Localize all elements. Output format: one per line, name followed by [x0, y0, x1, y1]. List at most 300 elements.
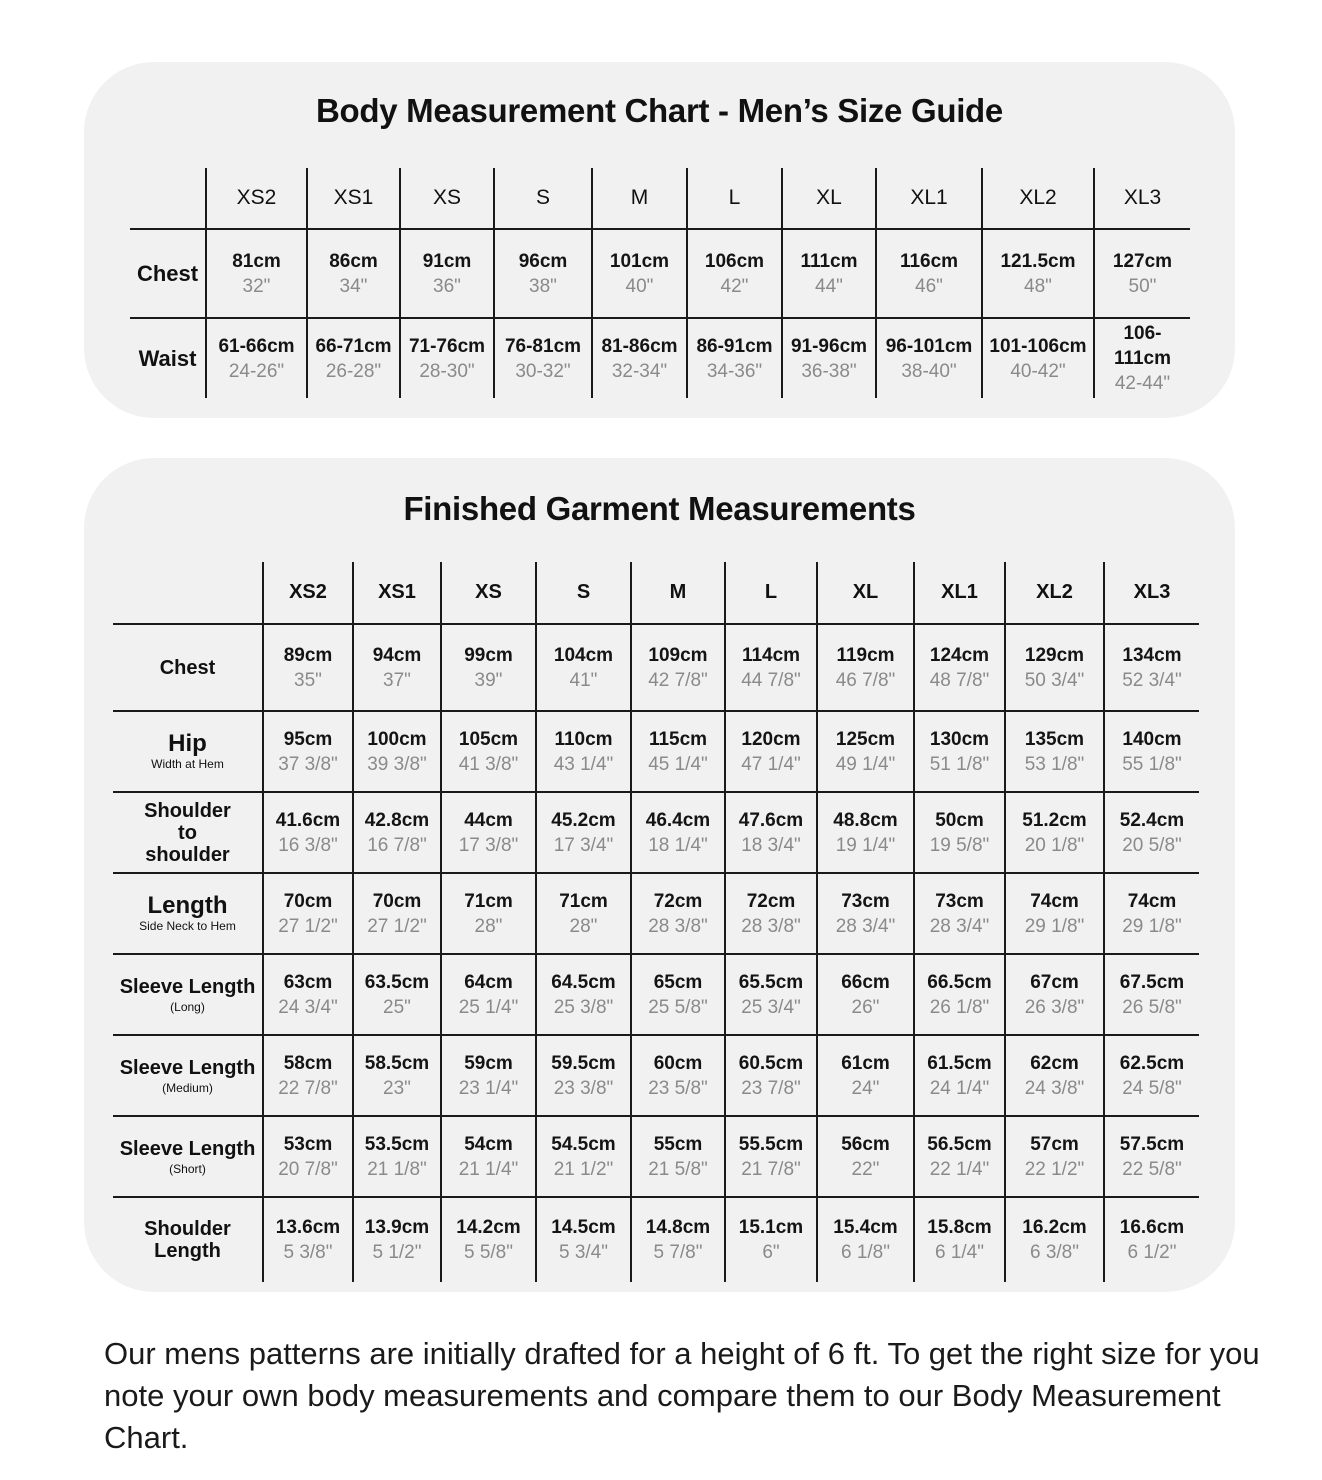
cm-value: 42.8cm — [364, 809, 430, 831]
size-header-row — [113, 562, 1199, 624]
inch-value: 25 1/4" — [458, 996, 519, 1018]
inch-value: 40-42" — [1010, 360, 1066, 382]
cm-value: 125cm — [835, 728, 896, 750]
inch-value: 22 5/8" — [1122, 1158, 1182, 1180]
measurement-row — [113, 954, 1199, 1035]
measurement-cell — [914, 624, 1005, 711]
cm-value: 63cm — [283, 971, 333, 993]
measurement-cell — [817, 711, 914, 792]
cm-value: 53cm — [283, 1133, 333, 1155]
measurement-cell — [353, 792, 441, 873]
inch-value: 49 1/4" — [835, 753, 896, 775]
cm-value: 71cm — [559, 890, 608, 912]
row-label-text: Shoulder to shoulder — [144, 799, 231, 866]
inch-value: 28 3/8" — [648, 915, 708, 937]
measurement-cell — [1005, 711, 1104, 792]
inch-value: 16 7/8" — [367, 834, 427, 856]
inch-value: 25" — [383, 996, 411, 1018]
measurement-cell — [687, 318, 782, 398]
cm-value: 67.5cm — [1119, 971, 1185, 993]
cm-value: 57.5cm — [1119, 1133, 1185, 1155]
cm-value: 99cm — [464, 644, 513, 666]
inch-value: 34-36" — [706, 360, 763, 382]
size-header-xs2: XS2 — [206, 168, 307, 229]
cm-value: 100cm — [367, 728, 427, 750]
inch-value: 5 1/2" — [372, 1242, 422, 1263]
cm-value: 66.5cm — [927, 971, 992, 993]
cm-value: 53.5cm — [364, 1133, 430, 1155]
cm-value: 54cm — [464, 1133, 513, 1155]
cm-value: 15.1cm — [738, 1217, 804, 1238]
cm-value: 94cm — [372, 644, 422, 666]
inch-value: 44" — [815, 275, 843, 297]
inch-value: 25 3/8" — [553, 996, 614, 1018]
measurement-cell — [631, 1116, 725, 1197]
inch-value: 5 7/8" — [653, 1242, 703, 1263]
measurement-cell — [353, 624, 441, 711]
inch-value: 36-38" — [801, 360, 857, 382]
measurement-cell — [441, 1035, 536, 1116]
cm-value: 55cm — [653, 1133, 703, 1155]
inch-value: 28" — [474, 915, 503, 937]
measurement-row — [113, 624, 1199, 711]
measurement-cell — [536, 1197, 631, 1282]
inch-value: 5 5/8" — [463, 1242, 513, 1263]
measurement-row — [113, 1035, 1199, 1116]
cm-value: 62cm — [1030, 1052, 1079, 1074]
garment-measurement-table — [113, 562, 1199, 1282]
cm-value: 73cm — [841, 890, 890, 912]
measurement-cell — [914, 1035, 1005, 1116]
measurement-cell — [1104, 1116, 1199, 1197]
cm-value: 81cm — [232, 250, 281, 272]
cm-value: 91-96cm — [790, 335, 868, 357]
inch-value: 23" — [383, 1077, 411, 1099]
cm-value: 71cm — [464, 890, 513, 912]
row-sublabel-text: (Medium) — [162, 1080, 213, 1095]
cm-value: 74cm — [1127, 890, 1177, 912]
measurement-row — [113, 1197, 1199, 1282]
garment-chart-title: Finished Garment Measurements — [403, 490, 916, 527]
cm-value: 104cm — [553, 644, 614, 666]
row-label — [113, 624, 263, 711]
inch-value: 52 3/4" — [1122, 669, 1182, 691]
measurement-cell — [441, 954, 536, 1035]
measurement-cell — [263, 954, 353, 1035]
inch-value: 21 5/8" — [648, 1158, 708, 1180]
cm-value: 16.6cm — [1119, 1217, 1185, 1238]
cm-value: 57cm — [1030, 1133, 1079, 1155]
inch-value: 30-32" — [515, 360, 571, 382]
measurement-cell — [263, 1035, 353, 1116]
inch-value: 36" — [433, 275, 461, 297]
sizing-note: Our mens patterns are initially drafted for a height of 6 ft. To get the right size for you note your own body measurements and compare them to our Body Measurement Chart. — [104, 1336, 1260, 1455]
measurement-cell — [1104, 711, 1199, 792]
size-header-xl1: XL1 — [914, 562, 1005, 624]
measurement-cell — [353, 1035, 441, 1116]
cm-value: 110cm — [554, 728, 613, 750]
inch-value: 28 3/4" — [929, 915, 990, 937]
row-label-text: Chest — [159, 656, 216, 679]
measurement-cell — [536, 624, 631, 711]
cm-value: 52.4cm — [1119, 809, 1185, 831]
cm-value: 50cm — [935, 809, 984, 831]
cm-value: 59.5cm — [551, 1052, 616, 1074]
measurement-cell — [914, 1116, 1005, 1197]
cm-value: 121.5cm — [1000, 250, 1076, 272]
measurement-cell — [817, 624, 914, 711]
measurement-cell — [400, 318, 494, 398]
inch-value: 35" — [294, 669, 322, 691]
cm-value: 91cm — [422, 250, 472, 272]
inch-value: 5 3/4" — [558, 1242, 608, 1263]
measurement-row — [113, 711, 1199, 792]
inch-value: 24 3/4" — [278, 996, 338, 1018]
inch-value: 19 5/8" — [929, 834, 990, 856]
row-sublabel-text: Width at Hem — [151, 756, 224, 771]
cm-value: 119cm — [836, 644, 895, 666]
cm-value: 74cm — [1030, 890, 1079, 912]
measurement-cell — [263, 873, 353, 954]
inch-value: 41 3/8" — [458, 753, 519, 775]
inch-value: 38" — [529, 275, 557, 297]
row-label-text: Sleeve Length — [119, 975, 256, 998]
cm-value: 134cm — [1122, 644, 1182, 666]
measurement-cell — [353, 711, 441, 792]
cm-value: 59cm — [464, 1052, 513, 1074]
cm-value: 66-71cm — [315, 335, 392, 357]
cm-value: 67cm — [1030, 971, 1079, 993]
cm-value: 56cm — [841, 1133, 890, 1155]
measurement-cell — [631, 624, 725, 711]
cm-value: 76-81cm — [504, 335, 582, 357]
cm-value: 70cm — [372, 890, 422, 912]
size-header-xl2: XL2 — [982, 168, 1094, 229]
cm-value: 73cm — [935, 890, 984, 912]
measurement-cell — [307, 229, 400, 318]
cm-value: 64.5cm — [551, 971, 616, 993]
measurement-row — [130, 229, 1190, 318]
measurement-cell — [1094, 318, 1190, 398]
inch-value: 43 1/4" — [553, 753, 614, 775]
row-label-text: Length — [147, 891, 228, 919]
measurement-cell — [725, 711, 817, 792]
inch-value: 26" — [851, 996, 880, 1018]
size-header-xs2: XS2 — [263, 562, 353, 624]
size-header-xs1: XS1 — [307, 168, 400, 229]
body-measurement-table — [130, 168, 1190, 398]
measurement-cell — [782, 318, 876, 398]
measurement-cell — [536, 954, 631, 1035]
corner-cell — [130, 168, 206, 229]
measurement-cell — [817, 1197, 914, 1282]
cm-value: 124cm — [929, 644, 990, 666]
body-chart-title: Body Measurement Chart - Men’s Size Guide — [316, 92, 1003, 129]
garment-measurement-card — [84, 458, 1235, 1292]
measurement-cell — [1005, 1197, 1104, 1282]
cm-value: 86-91cm — [696, 335, 773, 357]
size-header-row — [130, 168, 1190, 229]
inch-value: 22" — [851, 1158, 880, 1180]
inch-value: 18 1/4" — [648, 834, 708, 856]
cm-value: 58.5cm — [364, 1052, 430, 1074]
cm-value: 116cm — [899, 250, 959, 272]
measurement-cell — [914, 711, 1005, 792]
measurement-cell — [1104, 624, 1199, 711]
measurement-cell — [1094, 229, 1190, 318]
inch-value: 17 3/4" — [553, 834, 614, 856]
inch-value: 37" — [383, 669, 411, 691]
measurement-cell — [725, 624, 817, 711]
inch-value: 21 7/8" — [741, 1158, 801, 1180]
measurement-cell — [982, 229, 1094, 318]
measurement-cell — [441, 792, 536, 873]
inch-value: 6 1/2" — [1127, 1242, 1177, 1263]
cm-value: 60cm — [653, 1052, 703, 1074]
inch-value: 46 7/8" — [835, 669, 896, 691]
cm-value: 114cm — [741, 644, 801, 666]
cm-value: 81-86cm — [601, 335, 678, 357]
cm-value: 115cm — [648, 728, 708, 750]
cm-value: 72cm — [653, 890, 703, 912]
inch-value: 48 7/8" — [929, 669, 990, 691]
cm-value: 48.8cm — [833, 809, 898, 831]
inch-value: 26-28" — [325, 360, 382, 382]
cm-value: 60.5cm — [738, 1052, 804, 1074]
cm-value: 54.5cm — [551, 1133, 616, 1155]
inch-value: 21 1/4" — [458, 1158, 519, 1180]
measurement-cell — [1104, 1035, 1199, 1116]
measurement-cell — [536, 1116, 631, 1197]
measurement-cell — [592, 318, 687, 398]
measurement-cell — [1005, 792, 1104, 873]
cm-value: 55.5cm — [738, 1133, 804, 1155]
measurement-cell — [1005, 1116, 1104, 1197]
measurement-cell — [206, 229, 307, 318]
measurement-cell — [494, 229, 592, 318]
inch-value: 19 1/4" — [835, 834, 896, 856]
measurement-cell — [441, 1116, 536, 1197]
cm-value: 47.6cm — [738, 809, 804, 831]
row-sublabel-text: (Long) — [170, 999, 205, 1014]
row-label — [130, 229, 206, 318]
inch-value: 39" — [474, 669, 503, 691]
row-label-text: Hip — [168, 729, 207, 757]
inch-value: 20 7/8" — [278, 1158, 338, 1180]
measurement-cell — [982, 318, 1094, 398]
inch-value: 37 3/8" — [278, 753, 338, 775]
inch-value: 28-30" — [419, 360, 475, 382]
measurement-cell — [263, 1197, 353, 1282]
cm-value: 13.6cm — [275, 1217, 341, 1238]
measurement-cell — [631, 1197, 725, 1282]
inch-value: 26 5/8" — [1122, 996, 1182, 1018]
inch-value: 16 3/8" — [278, 834, 338, 856]
measurement-cell — [782, 229, 876, 318]
size-header-m: M — [631, 562, 725, 624]
cm-value: 72cm — [746, 890, 796, 912]
size-header-m: M — [592, 168, 687, 229]
cm-value: 58cm — [283, 1052, 333, 1074]
cm-value: 56.5cm — [927, 1133, 992, 1155]
inch-value: 44 7/8" — [741, 669, 801, 691]
inch-value: 21 1/2" — [553, 1158, 614, 1180]
cm-value: 101-106cm — [989, 335, 1087, 357]
size-header-xl: XL — [817, 562, 914, 624]
row-label-text: Chest — [136, 260, 199, 286]
inch-value: 32" — [242, 275, 271, 297]
row-label — [113, 1197, 263, 1282]
inch-value: 29 1/8" — [1122, 915, 1182, 937]
measurement-cell — [263, 624, 353, 711]
cm-value: 109cm — [648, 644, 708, 666]
measurement-cell — [263, 1116, 353, 1197]
measurement-cell — [353, 1116, 441, 1197]
measurement-cell — [725, 954, 817, 1035]
row-sublabel-text: Side Neck to Hem — [139, 918, 236, 933]
cm-value: 96cm — [518, 250, 568, 272]
cm-value: 120cm — [741, 728, 801, 750]
measurement-cell — [631, 792, 725, 873]
measurement-cell — [914, 1197, 1005, 1282]
inch-value: 6 1/8" — [840, 1242, 890, 1263]
inch-value: 23 7/8" — [741, 1077, 801, 1099]
measurement-cell — [353, 873, 441, 954]
row-label-text: Sleeve Length — [119, 1056, 256, 1079]
inch-value: 46" — [915, 275, 943, 297]
cm-value: 41.6cm — [275, 809, 341, 831]
measurement-cell — [817, 1116, 914, 1197]
inch-value: 50" — [1128, 275, 1157, 297]
measurement-cell — [206, 318, 307, 398]
cm-value: 95cm — [283, 728, 333, 750]
measurement-cell — [536, 711, 631, 792]
inch-value: 25 3/4" — [741, 996, 801, 1018]
cm-value: 61cm — [841, 1052, 890, 1074]
measurement-cell — [1104, 873, 1199, 954]
inch-value: 6 1/4" — [934, 1242, 984, 1263]
size-header-xl2: XL2 — [1005, 562, 1104, 624]
row-label-text: Shoulder Length — [144, 1218, 231, 1262]
inch-value: 29 1/8" — [1024, 915, 1085, 937]
row-label — [113, 711, 263, 792]
cm-value: 61-66cm — [218, 335, 295, 357]
cm-value: 51.2cm — [1022, 809, 1087, 831]
inch-value: 53 1/8" — [1024, 753, 1085, 775]
cm-value: 140cm — [1122, 728, 1182, 750]
cm-value: 86cm — [329, 250, 378, 272]
inch-value: 34" — [339, 275, 368, 297]
measurement-cell — [725, 1116, 817, 1197]
cm-value: 106cm — [704, 250, 765, 272]
measurement-cell — [1005, 954, 1104, 1035]
inch-value: 55 1/8" — [1122, 753, 1182, 775]
cm-value: 16.2cm — [1022, 1217, 1087, 1238]
row-label — [113, 792, 263, 873]
cm-value: 96-101cm — [885, 335, 973, 357]
measurement-cell — [353, 1197, 441, 1282]
measurement-cell — [725, 792, 817, 873]
size-header-s: S — [536, 562, 631, 624]
measurement-cell — [263, 792, 353, 873]
measurement-cell — [687, 229, 782, 318]
measurement-cell — [400, 229, 494, 318]
cm-value: 130cm — [929, 728, 990, 750]
inch-value: 23 3/8" — [553, 1077, 614, 1099]
row-label — [113, 1035, 263, 1116]
cm-value: 15.8cm — [927, 1217, 992, 1238]
measurement-cell — [536, 792, 631, 873]
measurement-cell — [1104, 792, 1199, 873]
inch-value: 26 3/8" — [1024, 996, 1085, 1018]
inch-value: 17 3/8" — [458, 834, 519, 856]
size-header-s: S — [494, 168, 592, 229]
inch-value: 28 3/8" — [741, 915, 801, 937]
inch-value: 23 5/8" — [648, 1077, 708, 1099]
inch-value: 21 1/8" — [367, 1158, 427, 1180]
measurement-cell — [536, 1035, 631, 1116]
cm-value: 61.5cm — [927, 1052, 992, 1074]
measurement-cell — [1005, 1035, 1104, 1116]
inch-value: 22 1/2" — [1024, 1158, 1085, 1180]
measurement-row — [130, 318, 1190, 398]
inch-value: 48" — [1024, 275, 1052, 297]
measurement-cell — [631, 954, 725, 1035]
row-label — [130, 318, 206, 398]
inch-value: 24 3/8" — [1024, 1077, 1085, 1099]
size-header-l: L — [725, 562, 817, 624]
measurement-cell — [914, 954, 1005, 1035]
measurement-cell — [307, 318, 400, 398]
cm-value: 14.5cm — [551, 1217, 616, 1238]
size-header-xl3: XL3 — [1104, 562, 1199, 624]
cm-value: 63.5cm — [364, 971, 430, 993]
measurement-cell — [817, 954, 914, 1035]
cm-value: 70cm — [283, 890, 333, 912]
measurement-cell — [817, 792, 914, 873]
inch-value: 27 1/2" — [278, 915, 338, 937]
size-header-xs1: XS1 — [353, 562, 441, 624]
size-header-xl3: XL3 — [1094, 168, 1190, 229]
row-label — [113, 954, 263, 1035]
inch-value: 50 3/4" — [1024, 669, 1085, 691]
measurement-cell — [494, 318, 592, 398]
cm-value: 105cm — [458, 728, 519, 750]
cm-value: 101cm — [609, 250, 670, 272]
cm-value: 44cm — [464, 809, 513, 831]
inch-value: 26 1/8" — [929, 996, 990, 1018]
measurement-cell — [441, 711, 536, 792]
inch-value: 6 3/8" — [1029, 1242, 1079, 1263]
cm-value: 15.4cm — [833, 1217, 898, 1238]
cm-value: 45.2cm — [551, 809, 616, 831]
inch-value: 20 5/8" — [1122, 834, 1182, 856]
cm-value: 46.4cm — [645, 809, 711, 831]
measurement-cell — [631, 873, 725, 954]
size-header-xl1: XL1 — [876, 168, 982, 229]
cm-value: 111cm — [800, 250, 858, 272]
inch-value: 27 1/2" — [367, 915, 427, 937]
row-label — [113, 1116, 263, 1197]
measurement-cell — [817, 873, 914, 954]
inch-value: 42-44" — [1114, 373, 1171, 394]
inch-value: 22 1/4" — [929, 1158, 990, 1180]
measurement-row — [113, 873, 1199, 954]
inch-value: 18 3/4" — [741, 834, 801, 856]
size-header-xl: XL — [782, 168, 876, 229]
measurement-cell — [876, 318, 982, 398]
inch-value: 22 7/8" — [278, 1077, 338, 1099]
